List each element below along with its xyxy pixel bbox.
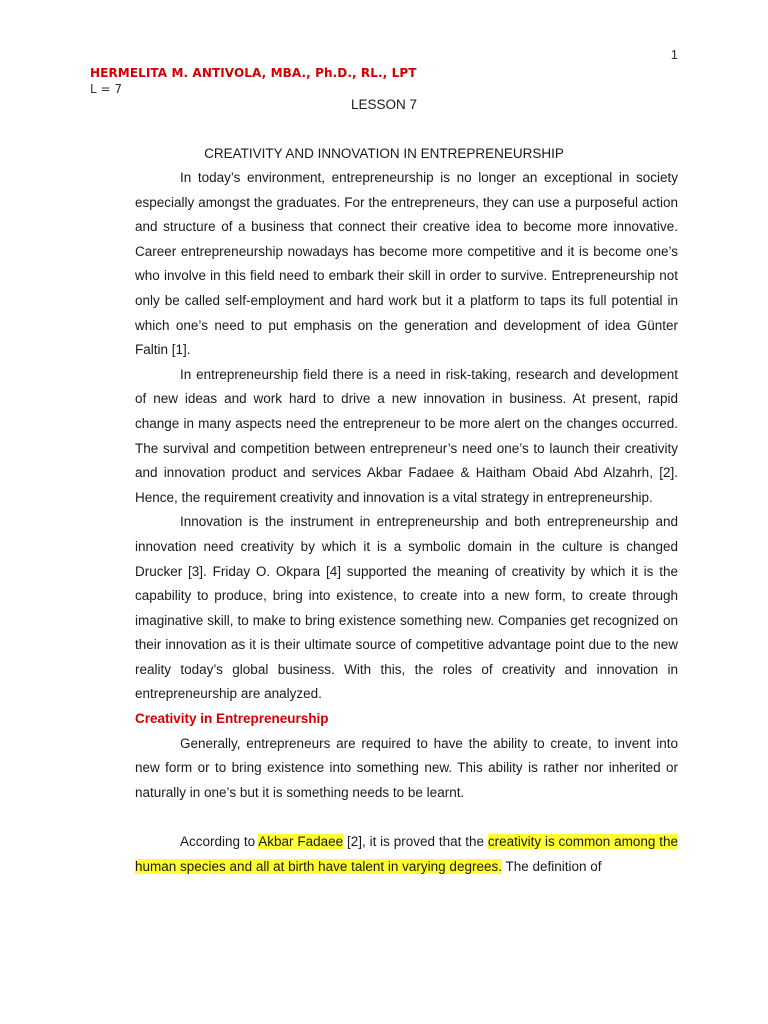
text-run: According to: [180, 834, 259, 850]
section-heading: Creativity in Entrepreneurship: [135, 711, 329, 727]
level-label: L = 7: [90, 82, 123, 96]
highlighted-text: Akbar Fadaee: [258, 834, 344, 850]
text-run: [2], it is proved that the: [343, 834, 488, 850]
subject-title: CREATIVITY AND INNOVATION IN ENTREPRENEURSHIP: [204, 146, 564, 161]
paragraph-gap: [135, 805, 678, 830]
author-header: HERMELITA M. ANTIVOLA, MBA., Ph.D., RL., LPT: [90, 66, 417, 80]
highlighted-text: creativity is common among the human species and all at birth have talent in varying degrees.: [135, 834, 679, 874]
paragraph-2: In entrepreneurship field there is a need in risk-taking, research and development of new ideas and work hard to drive a new innovation in business. At present, rapid change in many aspects need the entrepreneur to be more alert on the changes occurred. The survival and competition between entrepreneur’s need one’s to launch their creativity and innovation product and services Akbar Fadaee & Haitham Obaid Abd Alzahrh, [2]. Hence, the requirement creativity and innovation is a vital strategy in entrepreneurship.: [135, 366, 678, 505]
paragraph-1: In today’s environment, entrepreneurship is no longer an exceptional in society especially amongst the graduates. For the entrepreneurs, they can use a purposeful action and structure of a business that connect their creative idea to become more innovative. Career entrepreneurship nowadays has become more competitive and it is become one’s who involve in this field need to embark their skill in order to survive. Entrepreneurship not only be called self-employment and hard work but it a platform to taps its full potential in which one’s need to put emphasis on the generation and development of idea Günter Faltin [1].: [135, 170, 678, 358]
paragraph-3: Innovation is the instrument in entrepreneurship and both entrepreneurship and innovation need creativity by which it is a symbolic domain in the culture is changed Drucker [3]. Friday O. Okpara [4] supported the meaning of creativity by which it is the capability to produce, bring into existence, to create into a new form, to create through imaginative skill, to make to bring existence something new. Companies get recognized on their innovation as it is their ultimate source of competitive advantage point due to the new reality today’s global business. With this, the roles of creativity and innovation in entrepreneurship are analyzed.: [135, 514, 678, 702]
document-body: [135, 166, 678, 879]
lesson-title: LESSON 7: [350, 97, 418, 112]
paragraph-last: [135, 830, 678, 879]
text-run: The definition of: [501, 858, 602, 874]
section-paragraph: Generally, entrepreneurs are required to have the ability to create, to invent into new form or to bring existence into something new. This ability is rather nor inherited or naturally in one’s but it is something needs to be learnt.: [135, 735, 678, 800]
page-number: 1: [670, 47, 678, 62]
